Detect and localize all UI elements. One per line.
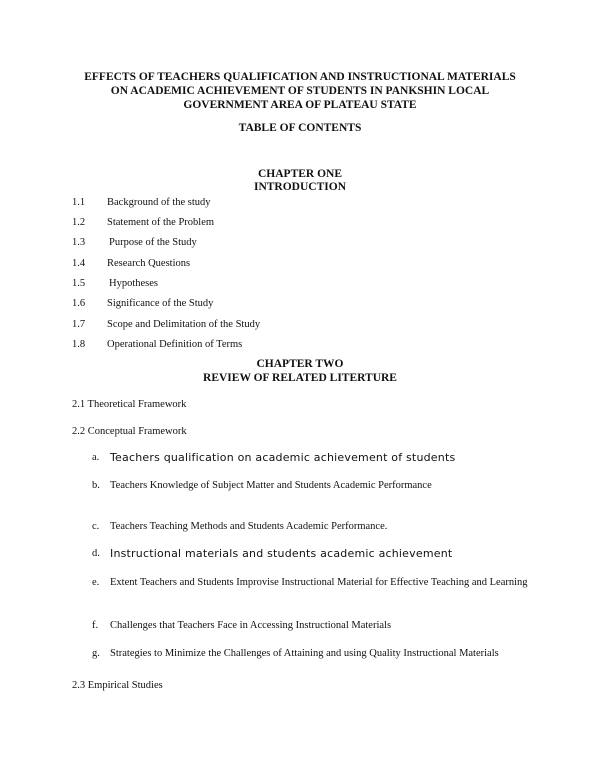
subitem-text: Teachers Knowledge of Subject Matter and Students Academic Performance — [110, 480, 432, 491]
subitem-text: Teachers qualification on academic achievement of students — [110, 451, 456, 464]
toc-heading: TABLE OF CONTENTS — [238, 122, 362, 134]
toc-item-text: Research Questions — [107, 258, 191, 269]
title-line-1: EFFECTS OF TEACHERS QUALIFICATION AND INSTRUCTIONAL MATERIALS — [84, 71, 516, 83]
chapter-two-label: CHAPTER TWO — [256, 358, 344, 370]
subitem-letter: a. — [92, 452, 100, 463]
toc-item-number: 1.1 — [72, 197, 86, 208]
toc-item-text: Purpose of the Study — [109, 237, 197, 248]
toc-item-text: Significance of the Study — [107, 298, 214, 309]
subitem-text: Extent Teachers and Students Improvise Instructional Material for Effective Teaching and Learning — [110, 577, 528, 588]
title-line-3: GOVERNMENT AREA OF PLATEAU STATE — [183, 99, 417, 111]
toc-item-text: Hypotheses — [109, 278, 158, 289]
subitem-letter: d. — [92, 548, 100, 559]
subitem-letter: b. — [92, 480, 100, 491]
toc-item-number: 1.3 — [72, 237, 86, 248]
toc-item-number: 1.5 — [72, 278, 86, 289]
toc-item-number: 1.6 — [72, 298, 86, 309]
title-line-2: ON ACADEMIC ACHIEVEMENT OF STUDENTS IN PANKSHIN LOCAL — [110, 85, 490, 97]
subitem-letter: g. — [92, 648, 100, 659]
chapter-two-title: REVIEW OF RELATED LITERTURE — [203, 372, 397, 384]
document-title — [60, 70, 540, 112]
toc-item-number: 1.7 — [72, 319, 86, 330]
toc-item-text: Operational Definition of Terms — [107, 339, 243, 350]
subitem-text: Teachers Teaching Methods and Students Academic Performance. — [110, 521, 388, 532]
subitem-text: Challenges that Teachers Face in Accessing Instructional Materials — [110, 620, 392, 631]
toc-item-number: 1.2 — [72, 217, 86, 228]
toc-item-number: 1.8 — [72, 339, 86, 350]
subitem-letter: f. — [92, 620, 99, 631]
chapter-one-label: CHAPTER ONE — [257, 168, 343, 180]
toc-item-number: 1.4 — [72, 258, 86, 269]
section-theoretical-framework[interactable]: 2.1 Theoretical Framework — [72, 399, 187, 410]
subitem-letter: e. — [92, 577, 100, 588]
subitem-text: Strategies to Minimize the Challenges of Attaining and using Quality Instructional Materials — [110, 648, 499, 659]
chapter-one-title: INTRODUCTION — [253, 181, 346, 193]
section-conceptual-framework[interactable]: 2.2 Conceptual Framework — [72, 426, 187, 437]
toc-item-text: Scope and Delimitation of the Study — [107, 319, 261, 330]
toc-item-text: Background of the study — [107, 197, 211, 208]
subitem-letter: c. — [92, 521, 100, 532]
section-empirical-studies[interactable]: 2.3 Empirical Studies — [72, 680, 163, 691]
subitem-text: Instructional materials and students academic achievement — [110, 547, 453, 560]
toc-item-text: Statement of the Problem — [107, 217, 215, 228]
